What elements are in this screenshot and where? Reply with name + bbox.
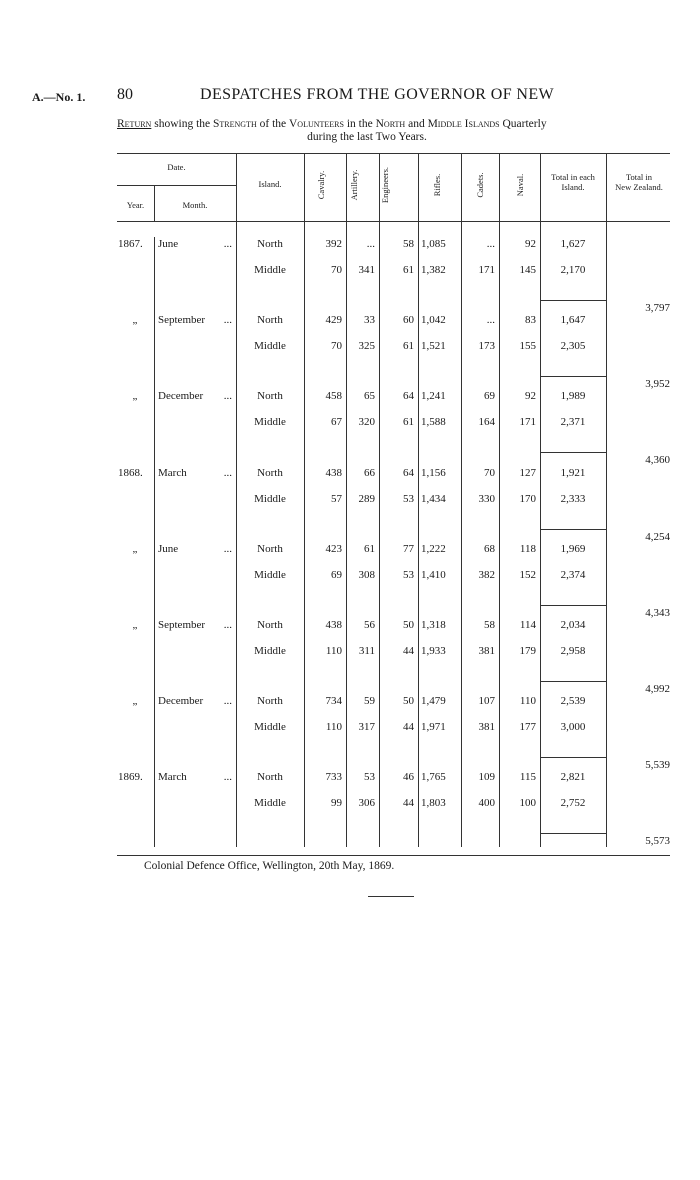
cavalry-cell: 392	[325, 238, 342, 250]
island-cell: Middle	[254, 340, 286, 352]
document-reference: A.—No. 1.	[32, 90, 86, 104]
header-year: Year.	[126, 200, 145, 210]
total-cell: 3,000	[560, 721, 586, 733]
engineers-cell: 58	[403, 238, 414, 250]
cavalry-cell: 70	[331, 264, 342, 276]
month-cell: December	[158, 695, 204, 707]
total-cell: 2,821	[560, 771, 586, 783]
caption-strength: Strength	[213, 118, 257, 130]
engineers-cell: 53	[403, 493, 414, 505]
cadets-cell: 107	[478, 695, 495, 707]
header-cadets: Cadets.	[475, 172, 485, 198]
total-cell: 2,752	[560, 797, 586, 809]
rifles-cell: 1,588	[421, 416, 446, 428]
header-artillery: Artillery.	[349, 169, 359, 201]
cadets-cell: 400	[478, 797, 495, 809]
rifles-cell: 1,521	[421, 340, 446, 352]
island-cell: Middle	[254, 645, 286, 657]
cavalry-cell: 423	[325, 543, 342, 555]
cadets-cell: 109	[478, 771, 495, 783]
cadets-cell: 164	[478, 416, 495, 428]
naval-cell: 177	[519, 721, 536, 733]
cavalry-cell: 458	[325, 390, 342, 402]
rifles-cell: 1,085	[421, 238, 446, 250]
cavalry-cell: 438	[325, 619, 342, 631]
rifles-cell: 1,382	[421, 264, 446, 276]
engineers-cell: 61	[403, 340, 414, 352]
rifles-cell: 1,479	[421, 695, 446, 707]
island-cell: Middle	[254, 416, 286, 428]
cavalry-cell: 734	[325, 695, 342, 707]
caption-line-2: during the last Two Years.	[307, 131, 427, 143]
subtotal-rule	[540, 605, 606, 606]
naval-cell: 110	[519, 695, 536, 707]
month-cell: September	[158, 619, 206, 631]
naval-cell: 100	[519, 797, 536, 809]
naval-cell: 115	[519, 771, 536, 783]
subtotal-rule	[540, 376, 606, 377]
island-cell: North	[257, 314, 283, 326]
naval-cell: 152	[519, 569, 536, 581]
month-cell: December	[158, 390, 204, 402]
header-rifles: Rifles.	[432, 173, 442, 197]
artillery-cell: 59	[364, 695, 375, 707]
end-rule	[368, 896, 414, 897]
year-cell: 1867.	[118, 238, 143, 250]
rifles-cell: 1,765	[421, 771, 446, 783]
engineers-cell: 61	[403, 416, 414, 428]
rifles-cell: 1,241	[421, 390, 446, 402]
island-cell: Middle	[254, 721, 286, 733]
rifles-cell: 1,156	[421, 467, 446, 479]
naval-cell: 179	[519, 645, 536, 657]
artillery-cell: 66	[364, 467, 375, 479]
engineers-cell: 50	[403, 619, 414, 631]
cadets-cell: 330	[478, 493, 495, 505]
naval-cell: 145	[519, 264, 536, 276]
island-cell: North	[257, 467, 283, 479]
engineers-cell: 44	[403, 797, 414, 809]
artillery-cell: 317	[358, 721, 375, 733]
subtotal-rule	[540, 833, 606, 834]
artillery-cell: 341	[358, 264, 375, 276]
artillery-cell: 311	[358, 645, 375, 657]
header-date: Date.	[167, 162, 186, 172]
total-cell: 2,034	[560, 619, 586, 631]
artillery-cell: 61	[364, 543, 375, 555]
caption-text: showing the	[151, 118, 213, 130]
island-cell: Middle	[254, 493, 286, 505]
engineers-cell: 50	[403, 695, 414, 707]
rifles-cell: 1,410	[421, 569, 446, 581]
header-total-island: Total in each Island.	[551, 172, 595, 192]
header-total-nz: Total in New Zealand.	[615, 172, 663, 192]
leader-dots: ...	[223, 314, 232, 326]
total-cell: 2,371	[560, 416, 586, 428]
rifles-cell: 1,042	[421, 314, 446, 326]
total-cell: 2,333	[560, 493, 586, 505]
subtotal-rule	[540, 300, 606, 301]
artillery-cell: 320	[358, 416, 375, 428]
total-nz-cell: 4,992	[645, 683, 670, 695]
header-engineers: Engineers.	[380, 166, 390, 204]
island-cell: North	[257, 619, 283, 631]
rifles-cell: 1,803	[421, 797, 446, 809]
total-nz-cell: 5,573	[645, 835, 670, 847]
cavalry-cell: 67	[331, 416, 342, 428]
leader-dots: ...	[223, 467, 232, 479]
cadets-cell: 171	[478, 264, 495, 276]
island-cell: Middle	[254, 797, 286, 809]
total-nz-cell: 3,952	[645, 378, 670, 390]
artillery-cell: ...	[366, 238, 375, 250]
subtotal-rule	[540, 757, 606, 758]
leader-dots: ...	[223, 695, 232, 707]
caption-text: of the	[256, 118, 289, 130]
total-cell: 1,627	[560, 238, 586, 250]
rifles-cell: 1,971	[421, 721, 446, 733]
cadets-cell: 382	[478, 569, 495, 581]
header-month: Month.	[182, 200, 208, 210]
naval-cell: 127	[519, 467, 536, 479]
cadets-cell: ...	[486, 314, 495, 326]
total-cell: 1,969	[560, 543, 586, 555]
cavalry-cell: 99	[331, 797, 342, 809]
artillery-cell: 325	[358, 340, 375, 352]
engineers-cell: 61	[403, 264, 414, 276]
naval-cell: 114	[519, 619, 536, 631]
cadets-cell: 381	[478, 645, 495, 657]
caption-text: in the	[343, 118, 376, 130]
engineers-cell: 60	[403, 314, 414, 326]
engineers-cell: 64	[403, 467, 414, 479]
header-naval: Naval.	[515, 173, 525, 197]
year-cell: „	[132, 619, 138, 631]
total-cell: 2,374	[560, 569, 586, 581]
rifles-cell: 1,434	[421, 493, 446, 505]
header-cavalry: Cavalry.	[316, 170, 326, 200]
total-cell: 1,921	[560, 467, 586, 479]
artillery-cell: 289	[358, 493, 375, 505]
leader-dots: ...	[223, 390, 232, 402]
header-island: Island.	[258, 179, 282, 189]
page-number: 80	[117, 86, 133, 103]
running-title: DESPATCHES FROM THE GOVERNOR OF NEW	[200, 86, 555, 103]
caption-volunteers: Volunteers	[289, 118, 344, 130]
cadets-cell: ...	[486, 238, 495, 250]
cavalry-cell: 110	[325, 645, 342, 657]
year-cell: „	[132, 695, 138, 707]
naval-cell: 171	[519, 416, 536, 428]
footer-note: Colonial Defence Office, Wellington, 20th May, 1869.	[144, 860, 395, 872]
engineers-cell: 53	[403, 569, 414, 581]
engineers-cell: 44	[403, 721, 414, 733]
leader-dots: ...	[223, 238, 232, 250]
cavalry-cell: 69	[331, 569, 342, 581]
caption-middle-islands: Middle Islands	[427, 118, 500, 130]
caption-return: Return	[117, 118, 152, 130]
year-cell: „	[132, 314, 138, 326]
total-cell: 2,539	[560, 695, 586, 707]
cavalry-cell: 70	[331, 340, 342, 352]
engineers-cell: 77	[403, 543, 414, 555]
caption-text: and	[405, 118, 428, 130]
cadets-cell: 70	[484, 467, 495, 479]
cadets-cell: 381	[478, 721, 495, 733]
year-cell: „	[132, 543, 138, 555]
subtotal-rule	[540, 452, 606, 453]
leader-dots: ...	[223, 543, 232, 555]
leader-dots: ...	[223, 619, 232, 631]
naval-cell: 118	[519, 543, 536, 555]
cadets-cell: 69	[484, 390, 495, 402]
total-nz-cell: 4,360	[645, 454, 670, 466]
naval-cell: 92	[525, 238, 536, 250]
total-cell: 2,958	[560, 645, 586, 657]
artillery-cell: 306	[358, 797, 375, 809]
artillery-cell: 56	[364, 619, 375, 631]
month-cell: March	[158, 771, 187, 783]
rifles-cell: 1,933	[421, 645, 446, 657]
total-nz-cell: 5,539	[645, 759, 670, 771]
total-cell: 2,305	[560, 340, 586, 352]
island-cell: Middle	[254, 569, 286, 581]
cavalry-cell: 57	[331, 493, 342, 505]
caption-north: North	[375, 118, 406, 130]
engineers-cell: 46	[403, 771, 414, 783]
year-cell: 1869.	[118, 771, 143, 783]
cadets-cell: 58	[484, 619, 495, 631]
cadets-cell: 173	[478, 340, 495, 352]
naval-cell: 155	[519, 340, 536, 352]
cavalry-cell: 429	[325, 314, 342, 326]
island-cell: North	[257, 390, 283, 402]
artillery-cell: 308	[358, 569, 375, 581]
rifles-cell: 1,318	[421, 619, 446, 631]
artillery-cell: 33	[364, 314, 375, 326]
island-cell: North	[257, 543, 283, 555]
subtotal-rule	[540, 529, 606, 530]
total-cell: 1,989	[560, 390, 586, 402]
island-cell: North	[257, 695, 283, 707]
total-cell: 2,170	[560, 264, 586, 276]
artillery-cell: 65	[364, 390, 375, 402]
total-nz-cell: 4,343	[645, 607, 670, 619]
month-cell: June	[158, 238, 179, 250]
cadets-cell: 68	[484, 543, 495, 555]
subtotal-rule	[540, 681, 606, 682]
artillery-cell: 53	[364, 771, 375, 783]
total-cell: 1,647	[560, 314, 586, 326]
island-cell: North	[257, 771, 283, 783]
engineers-cell: 64	[403, 390, 414, 402]
island-cell: Middle	[254, 264, 286, 276]
naval-cell: 92	[525, 390, 536, 402]
month-cell: September	[158, 314, 206, 326]
rifles-cell: 1,222	[421, 543, 446, 555]
year-cell: 1868.	[118, 467, 143, 479]
cavalry-cell: 733	[325, 771, 342, 783]
month-cell: June	[158, 543, 179, 555]
naval-cell: 170	[519, 493, 536, 505]
total-nz-cell: 4,254	[645, 531, 670, 543]
engineers-cell: 44	[403, 645, 414, 657]
month-cell: March	[158, 467, 187, 479]
total-nz-cell: 3,797	[645, 302, 670, 314]
cavalry-cell: 110	[325, 721, 342, 733]
cavalry-cell: 438	[325, 467, 342, 479]
caption-text: Quarterly	[499, 118, 547, 130]
year-cell: „	[132, 390, 138, 402]
leader-dots: ...	[223, 771, 232, 783]
island-cell: North	[257, 238, 283, 250]
naval-cell: 83	[525, 314, 536, 326]
